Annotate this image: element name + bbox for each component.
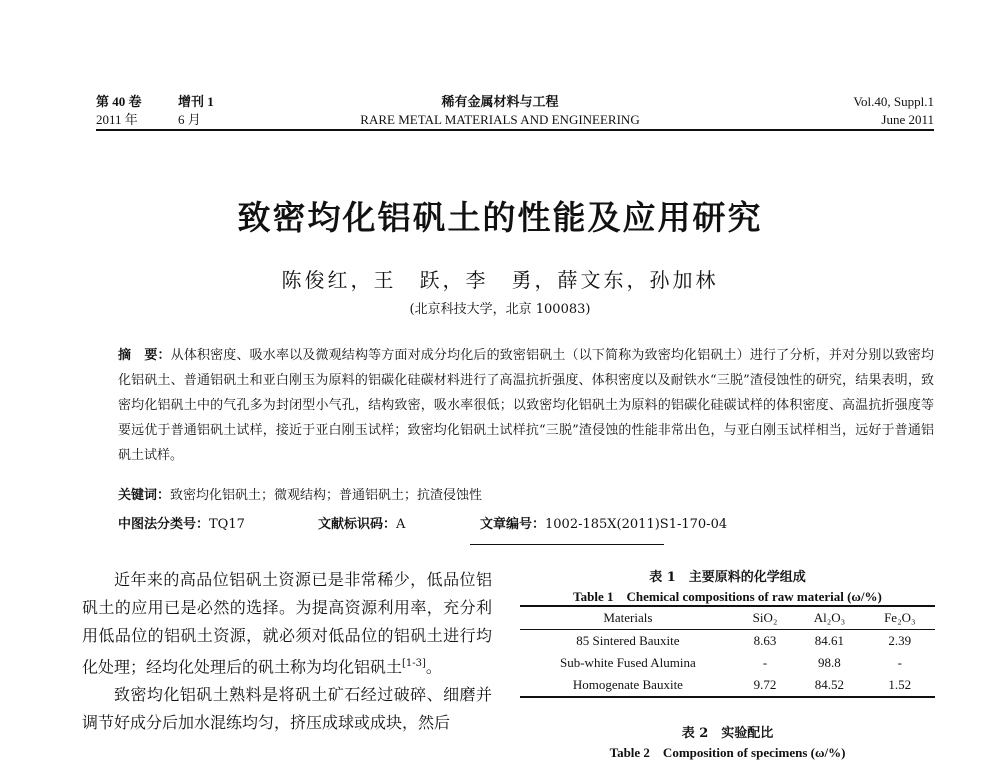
citation-ref: [1-3] [402, 658, 426, 669]
keywords-text: 致密均化铝矾土；微观结构；普通铝矾土；抗渣侵蚀性 [170, 488, 483, 503]
body-paragraph-2: 致密均化铝矾土熟料是将矾土矿石经过破碎、细磨并调节好成分后加水混练均匀，挤压成球或成块，然后 [82, 685, 492, 733]
table-row [520, 674, 935, 697]
doc-code [318, 513, 405, 532]
table1-caption-en: Table 1 Chemical compositions of raw material (ω/%) [573, 589, 882, 604]
table-cell: 8.63 [753, 633, 777, 648]
clc-value: TQ17 [209, 517, 245, 532]
keywords [118, 484, 934, 503]
table1-header-row [520, 606, 935, 630]
table-cell: 1.52 [865, 674, 935, 697]
para1-text: 近年来的高品位铝矾土资源已是非常稀少，低品位铝矾土的应用已是必然的选择。为提高资源利用率，充分利用低品位的铝矾土资源，就必须对低品位的铝矾土进行均化处理；经均化处理后的矾土称为均化铝矾土 [82, 570, 492, 677]
table1-col-header: SiO₂ [736, 606, 794, 630]
table-cell: 2.39 [888, 633, 912, 648]
volume-en: Vol.40, Suppl.1 [853, 94, 934, 109]
paper-title: 致密均化铝矾土的性能及应用研究 [237, 198, 763, 237]
article-number [480, 513, 727, 532]
doc-value: A [396, 517, 406, 532]
table-row [520, 630, 935, 653]
table-cell: - [897, 655, 902, 670]
clc-label: 中图法分类号： [118, 517, 210, 532]
section-divider [470, 544, 664, 545]
keywords-label: 关键词： [118, 488, 171, 503]
date-en: June 2011 [881, 112, 934, 127]
year-cn: 2011 年 [96, 112, 138, 127]
table-cell: 84.52 [794, 674, 864, 697]
month-cn: 6 月 [178, 112, 201, 127]
body-text [82, 566, 492, 737]
table-cell: Homogenate Bauxite [520, 674, 736, 697]
article-value: 1002-185X(2011)S1-170-04 [545, 517, 728, 532]
table-cell: 85 Sintered Bauxite [576, 633, 680, 648]
table-cell: 9.72 [736, 674, 794, 697]
article-label: 文章编号： [480, 517, 546, 532]
table2-caption-cn: 表 2 实验配比 [681, 726, 774, 741]
issue-cn: 增刊 1 [178, 94, 214, 109]
table-cell: - [762, 655, 768, 670]
clc-number [118, 513, 245, 532]
abstract [118, 343, 934, 468]
table-cell: Sub-white Fused Alumina [560, 655, 696, 670]
header-rule [96, 129, 934, 131]
body-paragraph-1 [82, 566, 492, 681]
journal-title-cn: 稀有金属材料与工程 [441, 94, 559, 109]
table1-col-header: Al₂O₃ [794, 606, 864, 630]
table-cell: 98.8 [818, 655, 841, 670]
abstract-text: 从体积密度、吸水率以及微观结构等方面对成分均化后的致密铝矾土（以下简称为致密均化铝矾土）进行了分析，并对分别以致密均化铝矾土、普通铝矾土和亚白刚玉为原料的铝碳化硅碳材料进行了高温抗折强度、体积密度以及耐铁水“三脱”渣侵蚀性的研究，结果表明，致密均化铝矾土中的气孔多为封闭型小气孔，结构致密，吸水率很低；以致密均化铝矾土为原料的铝碳化硅碳试样的体积密度、高温抗折强度等要远优于普通铝矾土试样，接近于亚白刚玉试样；致密均化铝矾土试样抗“三脱”渣侵蚀的性能非常出色，与亚白刚玉试样相当，远好于普通铝矾土试样。 [118, 348, 934, 463]
para1-end: 。 [425, 657, 442, 677]
affiliation: (北京科技大学，北京 100083) [409, 302, 591, 317]
journal-title-en: RARE METAL MATERIALS AND ENGINEERING [360, 112, 640, 127]
table1-col-header: Materials [520, 606, 736, 630]
volume-cn: 第 40 卷 [96, 94, 142, 109]
abstract-label: 摘 要： [118, 348, 171, 363]
table1-col-header: Fe₂O₃ [865, 606, 935, 630]
table1-caption-cn: 表 1 主要原料的化学组成 [649, 570, 806, 585]
table-row [520, 652, 935, 674]
table1 [520, 605, 935, 698]
doc-label: 文献标识码： [318, 517, 397, 532]
authors: 陈俊红，王 跃，李 勇，薛文东，孙加林 [281, 268, 719, 292]
table2-caption-en: Table 2 Composition of specimens (ω/%) [609, 745, 846, 760]
table-cell: 84.61 [814, 633, 845, 648]
